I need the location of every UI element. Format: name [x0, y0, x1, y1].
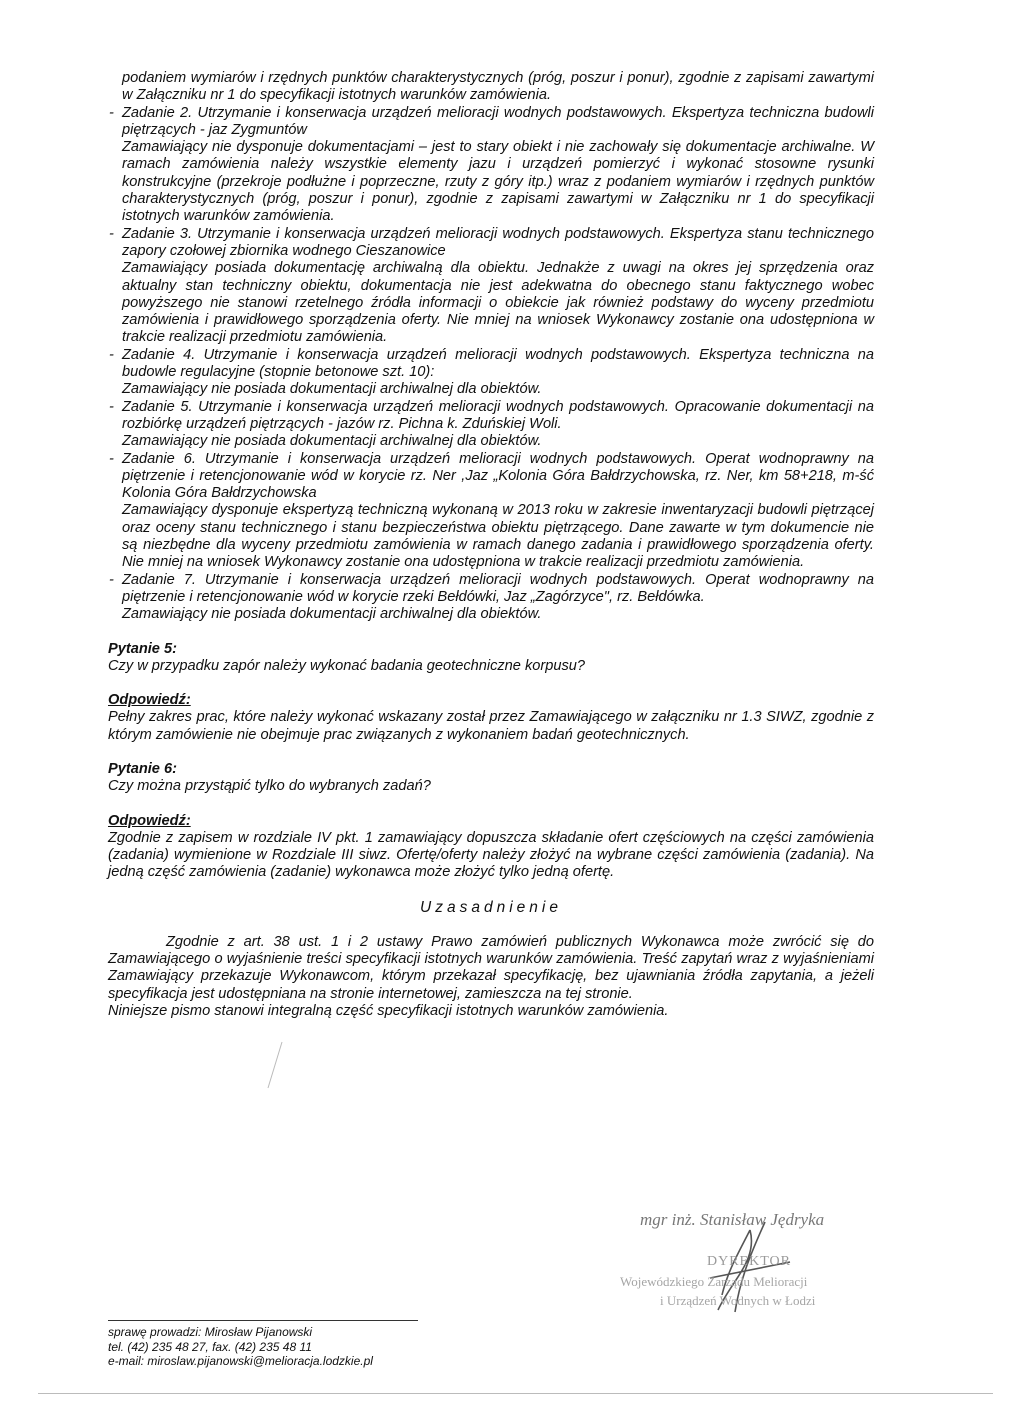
stamp-line-1: Wojewódzkiego Zarządu Melioracji — [620, 1274, 808, 1289]
spacer — [108, 744, 874, 761]
task-item: - Zadanie 7. Utrzymanie i konserwacja urządzeń melioracji wodnych podstawowych. Operat wodnoprawny na piętrzenie i retencjonowanie wód w korycie rzeki Bełdówki, Jaz „Zagórzyce", rz. Bełdówka. — [108, 572, 874, 607]
task-item: - Zadanie 3. Utrzymanie i konserwacja urządzeń melioracji wodnych podstawowych. Ekspertyza stanu technicznego zapory czołowej zbiornika wodnego Cieszanowice — [108, 226, 874, 261]
bottom-divider — [38, 1393, 993, 1394]
paragraph: Zamawiający nie posiada dokumentacji archiwalnej dla obiektów. — [122, 381, 542, 398]
contact-footer — [108, 1320, 418, 1369]
paragraph: Zamawiający nie dysponuje dokumentacjami – jest to stary obiekt i nie zachowały się dokumentacje archiwalne. W ramach zamówienia należy wszystkie elementy jazu i urządzeń pomierzyć i wykonać stosowne rysunki konstrukcyjne (przekroje podłużne i poprzeczne, rzuty z góry itp.) wraz z podaniem wymiarów i rzędnych punktów charakterystycznych (próg, poszur i ponur), zgodnie z zapisami zawartymi w Załączniku nr 1 do specyfikacji istotnych warunków zamówienia. — [122, 139, 874, 225]
answer-6-title: Odpowiedź: — [108, 812, 191, 829]
task-item: - Zadanie 6. Utrzymanie i konserwacja urządzeń melioracji wodnych podstawowych. Operat wodnoprawny na piętrzenie i retencjonowanie wód w korycie rz. Ner ,Jaz „Kolonia Góra Bałdrzychowska, rz. Ner, km 58+218, m-ść Kolonia Góra Bałdrzychowska — [108, 451, 874, 503]
task-item: - Zadanie 2. Utrzymanie i konserwacja urządzeń melioracji wodnych podstawowych. Ekspertyza techniczna budowli piętrzących - jaz Zygmuntów — [108, 105, 874, 140]
footer-phone: tel. (42) 235 48 27, fax. (42) 235 48 11 — [108, 1339, 312, 1354]
document-body — [108, 70, 874, 1020]
spacer — [108, 675, 874, 692]
answer-5-text: Pełny zakres prac, które należy wykonać wskazany został przez Zamawiającego w załączniku nr 1.3 SIWZ, zgodnie z którym zamówienie nie obejmuje prac związanych z wykonaniem badań geotechnicznych. — [108, 709, 874, 743]
question-6-title: Pytanie 6: — [108, 760, 177, 777]
question-6-text: Czy można przystąpić tylko do wybranych zadań? — [108, 778, 431, 795]
justification-paragraph: Zgodnie z art. 38 ust. 1 i 2 ustawy Prawo zamówień publicznych Wykonawca może zwrócić się do Zamawiającego o wyjaśnienie treści specyfikacji istotnych warunków zamówienia. Treść zapytań wraz z wyjaśnieniami Zamawiający przekazuje Wykonawcom, którym przekazał specyfikację, bez ujawniania źródła zapytania, a jeżeli specyfikacja jest udostępniana na stronie internetowej, zamieszcza na tej stronie. — [108, 933, 874, 1002]
signatory-title: DYREKTOR — [707, 1254, 791, 1269]
task-item: - Zadanie 5. Utrzymanie i konserwacja urządzeń melioracji wodnych podstawowych. Opracowanie dokumentacji na rozbiórkę urządzeń piętrzących - jazów rz. Pichna k. Zduńskiej Woli. — [108, 399, 874, 434]
justification-heading: Uzasadnienie — [420, 898, 562, 916]
answer-6-text: Zgodnie z zapisem w rozdziale IV pkt. 1 zamawiający dopuszcza składanie ofert częściowych na części zamówienia (zadania) wymienione w Rozdziale III siwz. Ofertę/oferty należy złożyć na wybrane części zamówienia (zadania). Na jedną część zamówienia (zadanie) wykonawca może złożyć tylko jedną ofertę. — [108, 829, 874, 881]
spacer — [108, 917, 874, 934]
signatory-name: mgr inż. Stanisław Jędryka — [640, 1210, 825, 1229]
question-5-title: Pytanie 5: — [108, 640, 177, 657]
pen-mark-icon — [220, 1040, 290, 1100]
spacer — [108, 624, 874, 641]
answer-5-title: Odpowiedź: — [108, 692, 191, 709]
signature-stamp — [600, 1200, 900, 1330]
spacer — [108, 796, 874, 813]
spacer — [108, 882, 874, 899]
footer-handler: sprawę prowadzi: Mirosław Pijanowski — [108, 1325, 313, 1339]
question-5-text: Czy w przypadku zapór należy wykonać badania geotechniczne korpusu? — [108, 657, 586, 674]
closing-paragraph: Niniejsze pismo stanowi integralną część specyfikacji istotnych warunków zamówienia. — [108, 1002, 669, 1019]
paragraph: Zamawiający posiada dokumentację archiwalną dla obiektu. Jednakże z uwagi na okres jej sprzędzenia oraz aktualny stan techniczny obiektu, dokumentacja nie jest adekwatna do obecnego stanu faktycznego wobec powyższego nie stanowi rzetelnego źródła informacji o obiekcie jak również podstawy do wyceny przedmiotu zamówienia i prawidłowego sporządzenia oferty. Nie mniej na wniosek Wykonawcy zostanie ona udostępniona w trakcie realizacji przedmiotu zamówienia. — [122, 260, 874, 346]
paragraph: podaniem wymiarów i rzędnych punktów charakterystycznych (próg, poszur i ponur), zgodnie z zapisami zawartymi w Załączniku nr 1 do specyfikacji istotnych warunków zamówienia. — [122, 70, 874, 104]
task-item: - Zadanie 4. Utrzymanie i konserwacja urządzeń melioracji wodnych podstawowych. Ekspertyza techniczna na budowle regulacyjne (stopnie betonowe szt. 10): — [108, 347, 874, 382]
paragraph: Zamawiający dysponuje ekspertyzą techniczną wykonaną w 2013 roku w zakresie inwentaryzacji budowli piętrzącej oraz oceny stanu technicznego i stanu bezpieczeństwa obiektu piętrzącego. Dane zawarte w tym dokumencie nie są niezbędne dla wyceny przedmiotu zamówienia w ramach danego zadania i prawidłowego sporządzenia oferty. Nie mniej na wniosek Wykonawcy zostanie ona udostępniona w trakcie realizacji przedmiotu zamówienia. — [122, 502, 874, 571]
paragraph: Zamawiający nie posiada dokumentacji archiwalnej dla obiektów. — [122, 606, 542, 623]
stamp-line-2: i Urządzeń Wodnych w Łodzi — [660, 1293, 816, 1308]
paragraph: Zamawiający nie posiada dokumentacji archiwalnej dla obiektów. — [122, 433, 542, 450]
footer-email: e-mail: miroslaw.pijanowski@melioracja.lodzkie.pl — [108, 1354, 373, 1368]
